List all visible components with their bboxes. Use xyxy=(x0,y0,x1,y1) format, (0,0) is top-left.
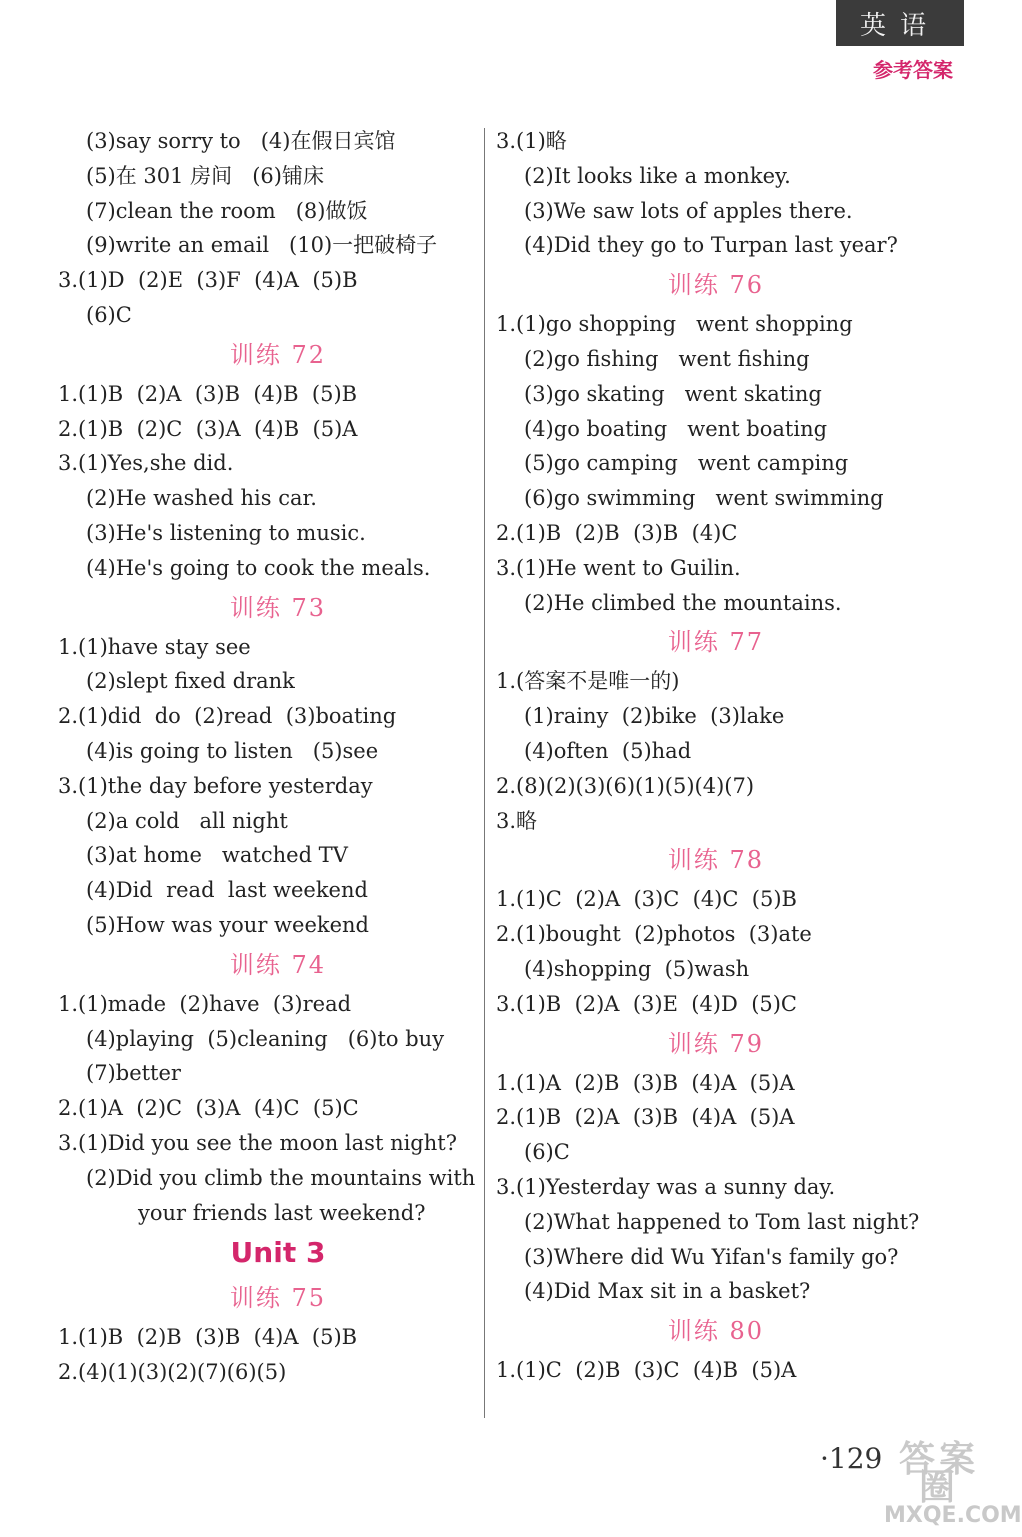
unit-title: Unit 3 xyxy=(230,1236,326,1270)
answer-line: (4)is going to listen (5)see xyxy=(86,738,379,763)
answer-line: (5)go camping went camping xyxy=(524,451,849,476)
watermark-top: 答案圈 xyxy=(898,1439,979,1508)
answer-line: (2)slept fixed drank xyxy=(86,669,295,694)
answer-line: (2)Did you climb the mountains with xyxy=(86,1165,476,1190)
section-heading: 训练 76 xyxy=(667,271,765,300)
answer-line: 1.(1)C (2)A (3)C (4)C (5)B xyxy=(496,887,797,912)
answer-line: (4)Did Max sit in a basket? xyxy=(524,1279,811,1304)
answer-line: (3)say sorry to (4)在假日宾馆 xyxy=(86,129,396,153)
watermark-bottom: MXQE.COM xyxy=(884,1503,1022,1528)
answer-line: 3.(1)D (2)E (3)F (4)A (5)B xyxy=(58,268,358,293)
answer-line: (1)rainy (2)bike (3)lake xyxy=(524,704,785,729)
answer-line: your friends last weekend? xyxy=(138,1200,426,1225)
answer-line: (3)at home watched TV xyxy=(86,843,348,868)
left-column xyxy=(58,124,498,1390)
page-number: ·129 xyxy=(820,1442,883,1475)
answer-line: 3.(1)the day before yesterday xyxy=(58,773,373,798)
answer-line: 2.(1)A (2)C (3)A (4)C (5)C xyxy=(58,1096,359,1121)
section-heading: 训练 79 xyxy=(667,1029,765,1058)
answer-line: 2.(1)did do (2)read (3)boating xyxy=(58,704,397,729)
section-heading: 训练 78 xyxy=(667,846,765,875)
answer-line: 3.(1)略 xyxy=(496,129,567,153)
answer-line: (3)We saw lots of apples there. xyxy=(524,198,853,223)
answer-line: (4)go boating went boating xyxy=(524,416,828,441)
answer-line: 1.(1)B (2)A (3)B (4)B (5)B xyxy=(58,381,358,406)
answer-line: 2.(1)B (2)C (3)A (4)B (5)A xyxy=(58,416,358,441)
answer-line: (4)playing (5)cleaning (6)to buy xyxy=(86,1026,445,1051)
section-heading: 训练 74 xyxy=(229,950,327,979)
answer-line: (2)go fishing went fishing xyxy=(524,346,810,371)
section-heading: 训练 73 xyxy=(229,593,327,622)
answer-line: 1.(1)B (2)B (3)B (4)A (5)B xyxy=(58,1325,358,1350)
answer-line: (3)Where did Wu Yifan's family go? xyxy=(524,1244,899,1269)
answer-line: (5)在 301 房间 (6)铺床 xyxy=(86,163,324,188)
answer-line: (2)It looks like a monkey. xyxy=(524,163,791,188)
subject-banner: 英语 xyxy=(836,0,964,46)
section-heading: 训练 75 xyxy=(229,1284,327,1313)
answer-line: 1.(1)go shopping went shopping xyxy=(496,312,853,337)
answer-line: (4)Did read last weekend xyxy=(86,878,368,903)
answer-line: (6)C xyxy=(86,302,132,327)
answer-line: 1.(1)C (2)B (3)C (4)B (5)A xyxy=(496,1358,797,1383)
answer-line: 3.(1)B (2)A (3)E (4)D (5)C xyxy=(496,991,798,1016)
answer-line: (3)He's listening to music. xyxy=(86,520,366,545)
answer-line: (9)write an email (10)一把破椅子 xyxy=(86,233,438,258)
answer-line: 3.略 xyxy=(496,808,538,833)
answer-line: (3)go skating went skating xyxy=(524,381,822,406)
answer-line: (2)a cold all night xyxy=(86,808,288,833)
answer-line: (4)He's going to cook the meals. xyxy=(86,555,431,580)
answer-line: 3.(1)Yes,she did. xyxy=(58,451,234,476)
answer-line: 2.(1)B (2)A (3)B (4)A (5)A xyxy=(496,1105,795,1130)
answer-line: (5)How was your weekend xyxy=(86,912,369,937)
answer-line: 2.(1)bought (2)photos (3)ate xyxy=(496,922,812,947)
answer-line: (6)go swimming went swimming xyxy=(524,486,884,511)
answer-line: (4)Did they go to Turpan last year? xyxy=(524,233,898,258)
answer-key-label: 参考答案 xyxy=(873,58,953,82)
section-heading: 训练 77 xyxy=(667,628,765,657)
answer-line: 1.(1)A (2)B (3)B (4)A (5)A xyxy=(496,1070,795,1095)
answer-line: 1.(答案不是唯一的) xyxy=(496,669,680,694)
answer-line: 1.(1)have stay see xyxy=(58,634,251,659)
answer-line: (2)What happened to Tom last night? xyxy=(524,1209,920,1234)
answer-line: (2)He washed his car. xyxy=(86,486,317,511)
answer-line: (7)better xyxy=(86,1061,181,1086)
section-heading: 训练 72 xyxy=(229,340,327,369)
answer-line: (2)He climbed the mountains. xyxy=(524,590,842,615)
answer-line: (4)shopping (5)wash xyxy=(524,956,750,981)
answer-line: 3.(1)Did you see the moon last night? xyxy=(58,1130,457,1155)
answer-line: 2.(1)B (2)B (3)B (4)C xyxy=(496,520,738,545)
answer-line: (6)C xyxy=(524,1140,570,1165)
answer-line: 2.(4)(1)(3)(2)(7)(6)(5) xyxy=(58,1360,287,1385)
section-heading: 训练 80 xyxy=(667,1317,765,1346)
watermark-logo xyxy=(884,1439,1022,1528)
column-divider xyxy=(484,128,485,1418)
answer-line: 2.(8)(2)(3)(6)(1)(5)(4)(7) xyxy=(496,773,755,798)
answer-line: 3.(1)He went to Guilin. xyxy=(496,555,741,580)
right-column xyxy=(496,124,936,1388)
answer-line: (7)clean the room (8)做饭 xyxy=(86,198,368,223)
answer-line: (4)often (5)had xyxy=(524,738,692,763)
answer-line: 3.(1)Yesterday was a sunny day. xyxy=(496,1174,836,1199)
answer-line: 1.(1)made (2)have (3)read xyxy=(58,991,352,1016)
